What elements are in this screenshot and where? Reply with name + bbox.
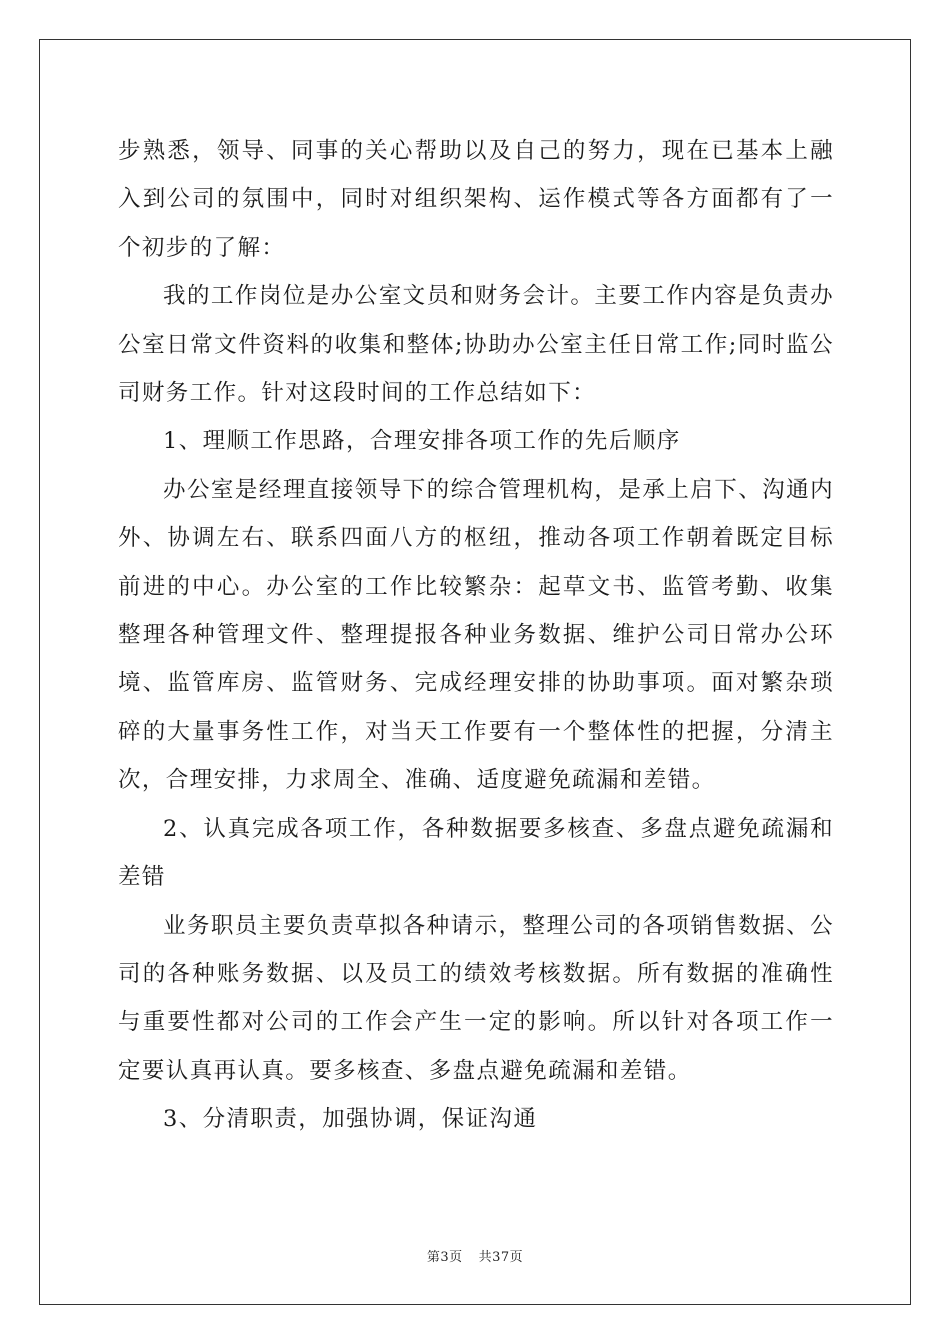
section-heading-1: 1、理顺工作思路，合理安排各项工作的先后顺序: [163, 428, 681, 455]
page-number-current: 第3页: [426, 1250, 463, 1265]
paragraph-office-role: 办公室是经理直接领导下的综合管理机构，是承上启下、沟通内外、协调左右、联系四面八方的枢纽，推动各项工作朝着既定目标前进的中心。办公室的工作比较繁杂：起草文书、监管考勤、收集整理各种管理文件、整理提报各种业务数据、维护公司日常办公环境、监管库房、监管财务、完成经理安排的协助事项。面对繁杂琐碎的大量事务性工作，对当天工作要有一个整体性的把握，分清主次，合理安排，力求周全、准确、适度避免疏漏和差错。: [118, 476, 834, 794]
paragraph-job-description: 我的工作岗位是办公室文员和财务会计。主要工作内容是负责办公室日常文件资料的收集和整体;协助办公室主任日常工作;同时监公司财务工作。针对这段时间的工作总结如下：: [118, 283, 834, 407]
document-body: [118, 127, 834, 1144]
paragraph-continuation: 步熟悉，领导、同事的关心帮助以及自己的努力，现在已基本上融入到公司的氛围中，同时对组织架构、运作模式等各方面都有了一个初步的了解：: [118, 138, 834, 261]
page-number-total: 共37页: [478, 1250, 524, 1265]
paragraph-business-staff: 业务职员主要负责草拟各种请示，整理公司的各项销售数据、公司的各种账务数据、以及员工的绩效考核数据。所有数据的准确性与重要性都对公司的工作会产生一定的影响。所以针对各项工作一定要认真再认真。要多核查、多盘点避免疏漏和差错。: [118, 912, 834, 1084]
page-footer: [0, 1246, 950, 1265]
section-heading-2: 2、认真完成各项工作，各种数据要多核查、多盘点避免疏漏和差错: [118, 815, 834, 891]
section-heading-3: 3、分清职责，加强协调，保证沟通: [163, 1106, 538, 1133]
